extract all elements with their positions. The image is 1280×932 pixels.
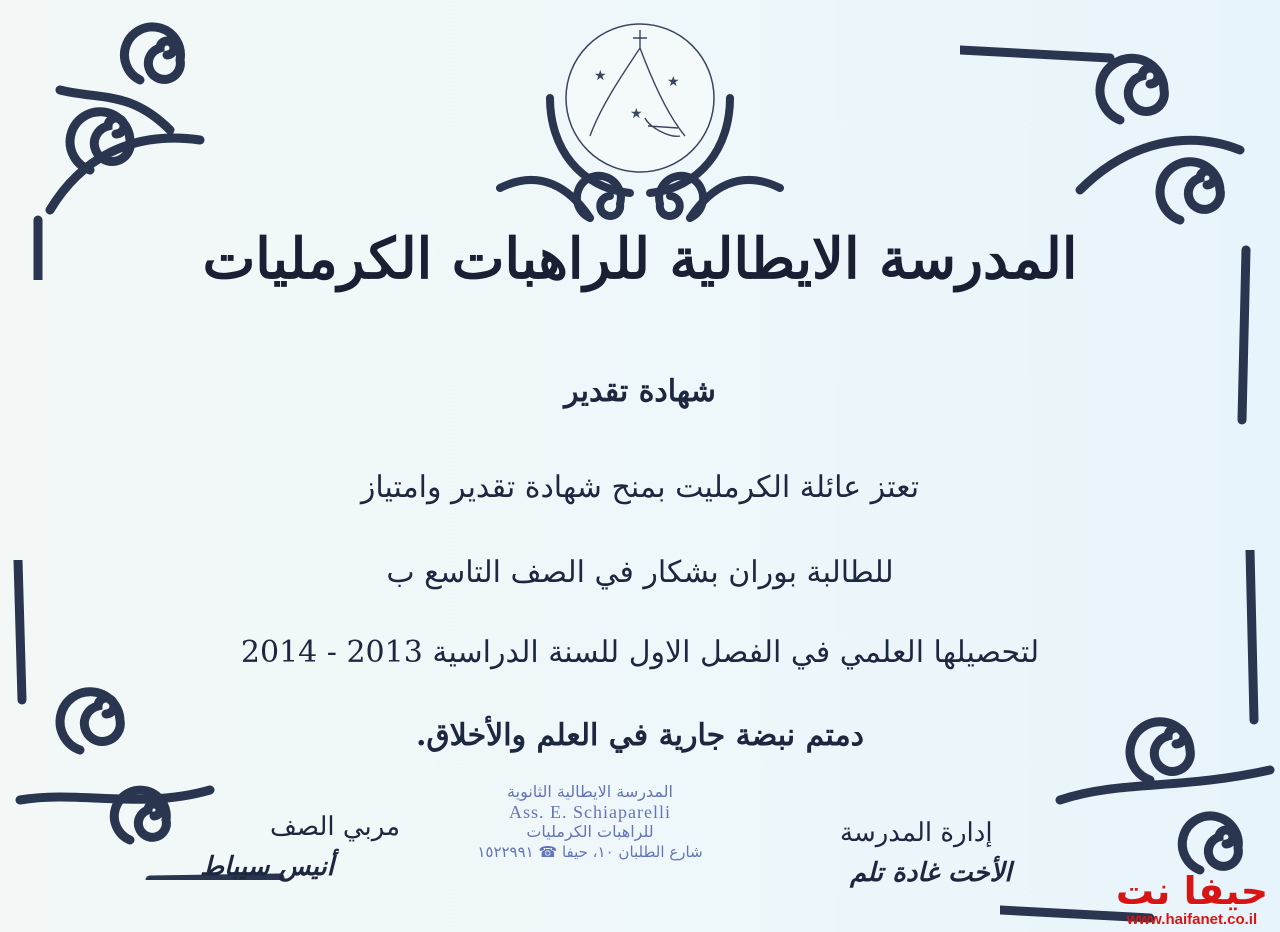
watermark-logo: حيفا نت [1115, 869, 1269, 913]
svg-text:★: ★ [594, 68, 607, 84]
stamp-line: Ass. E. Schiaparelli [509, 802, 671, 822]
left-signature-role: مربي الصف [270, 812, 401, 842]
stamp-line: المدرسة الايطالية الثانوية [507, 782, 673, 801]
stamp-line: للراهبات الكرمليات [526, 822, 654, 841]
haifanet-watermark [1112, 871, 1272, 928]
stamp-line: شارع الطلبان ١٠، حيفا ☎ ١٥٢٢٩٩١ [477, 843, 703, 861]
certificate-body-line: للطالبة بوران بشكار في الصف التاسع ب [386, 555, 894, 590]
certificate-body-line: لتحصيلها العلمي في الفصل الاول للسنة الدراسية 2013 - 2014 [240, 635, 1040, 670]
right-signature-role: إدارة المدرسة [840, 818, 993, 848]
watermark-url: www.haifanet.co.il [1126, 911, 1258, 928]
school-stamp [440, 782, 740, 892]
carmelite-emblem-icon [480, 18, 800, 248]
svg-text:★: ★ [667, 74, 680, 90]
right-signature-name: الأخت غادة تلم [850, 858, 1012, 888]
left-signature-name: أنيس سيباط [200, 852, 334, 882]
svg-text:★: ★ [630, 106, 643, 122]
certificate-body-line: دمتم نبضة جارية في العلم والأخلاق. [415, 718, 865, 753]
certificate-body-line: تعتز عائلة الكرمليت بمنح شهادة تقدير وامتياز [360, 470, 920, 505]
certificate-title: شهادة تقدير [564, 374, 716, 409]
school-title: المدرسة الايطالية للراهبات الكرمليات [202, 226, 1078, 292]
